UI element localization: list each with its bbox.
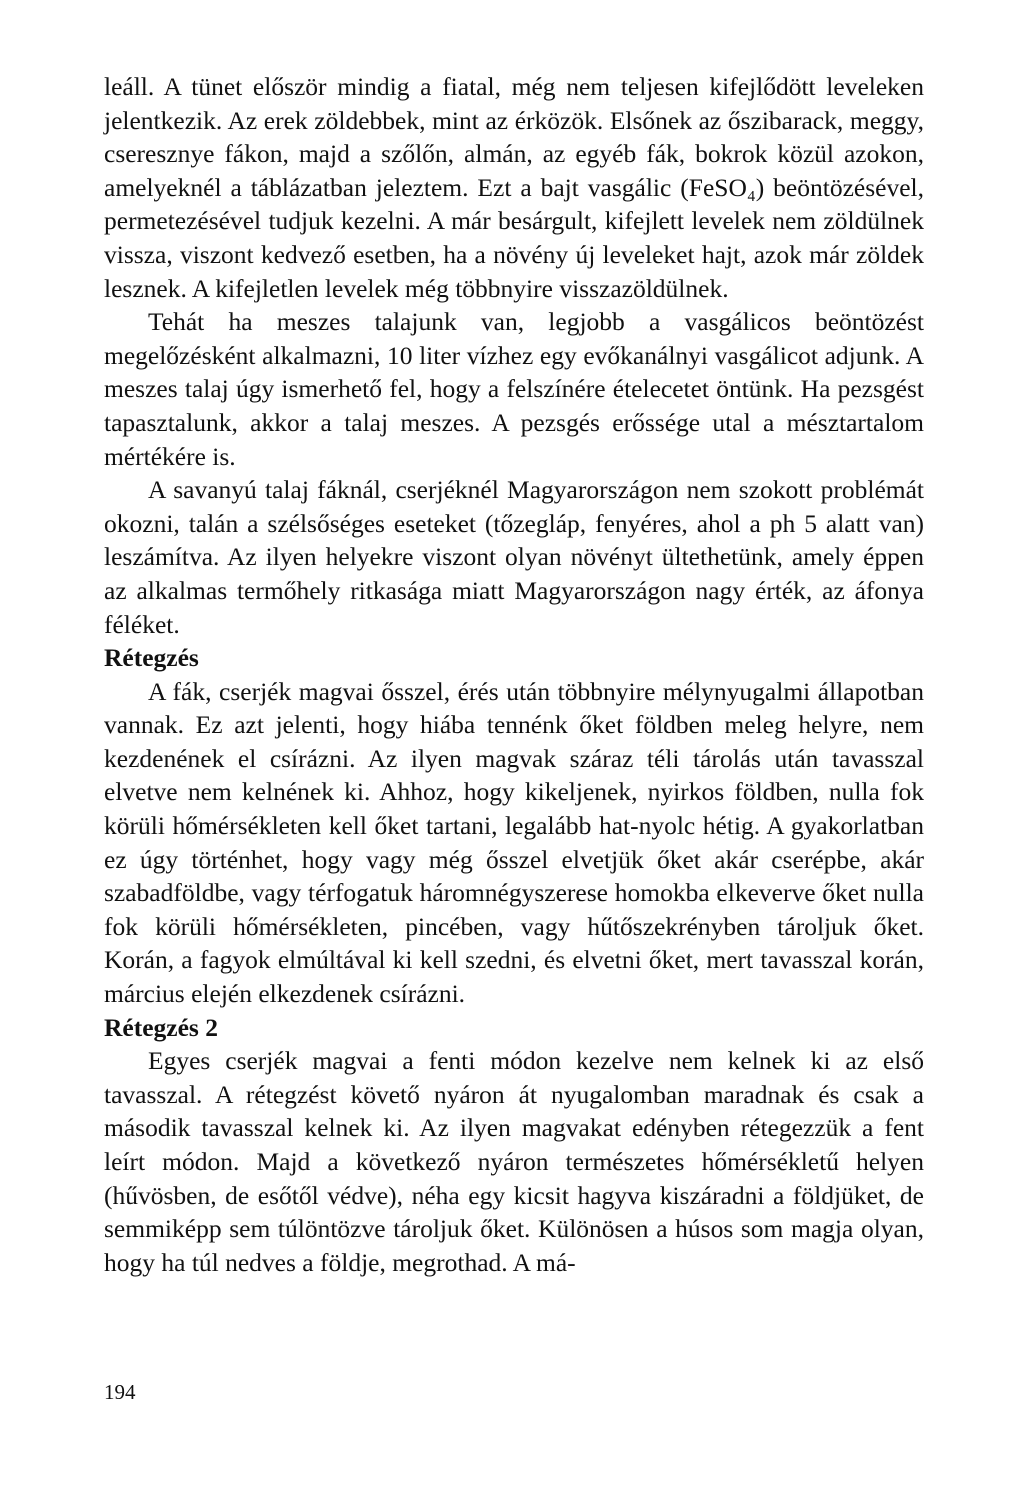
page-number: 194 <box>104 1380 136 1404</box>
paragraph-savanyu-talaj: A savanyú talaj fáknál, cserjéknél Magyarországon nem szokott problémát okozni, talán a szélsőséges eseteket (tőzegláp, fenyéres, ahol a ph 5 alatt van) leszámítva. Az ilyen helyekre viszont olyan növényt ültethetünk, amely éppen az alkalmas termőhely ritkasága miatt Magyarországon nagy érték, az áfonya féléket. <box>104 475 924 639</box>
section-heading-retegzes: Rétegzés <box>104 643 199 673</box>
body-text <box>104 70 924 1279</box>
section-heading-retegzes-2: Rétegzés 2 <box>104 1012 218 1042</box>
paragraph-meszes-talaj: Tehát ha meszes talajunk van, legjobb a vasgálicos beöntözést megelőzésként alkalmazni, 10 liter vízhez egy evőkanálnyi vasgálicot adjunk. A meszes talaj úgy ismerhető fel, hogy a felszínére ételecetet öntünk. Ha pezsgést tapasztalunk, akkor a talaj meszes. A pezsgés erőssége utal a mésztartalom mértékére is. <box>104 307 924 471</box>
paragraph-retegzes-2: Egyes cserjék magvai a fenti módon kezelve nem kelnek ki az első tavasszal. A rétegzést követő nyáron át nyugalomban maradnak és csak a második tavasszal kelnek ki. Az ilyen magvakat edényben rétegezzük a fent leírt módon. Majd a következő nyáron természetes hőmérsékletű helyen (hűvösben, de esőtől védve), néha egy kicsit hagyva kiszáradni a földjüket, de semmiképp sem túlöntözve tároljuk őket. Különösen a húsos som magja olyan, hogy ha túl nedves a földje, megrothad. A má- <box>104 1046 924 1277</box>
paragraph-continuation: leáll. A tünet először mindig a fiatal, még nem teljesen kifejlődött leveleken jelentkezik. Az erek zöldebbek, mint az érközök. Elsőnek az őszibarack, meggy, cseresznye fákon, majd a szőlőn, almán, az egyéb fák, bokrok közül azokon, amelyeknél a táblázatban jeleztem. Ezt a bajt vasgálic (FeSO₄) beöntözésével, permetezésével tudjuk kezelni. A már besárgult, kifejlett levelek nem zöldülnek vissza, viszont kedvező esetben, ha a növény új leveleket hajt, azok már zöldek lesznek. A kifejletlen levelek még többnyire visszazöldülnek. <box>104 72 924 303</box>
paragraph-retegzes: A fák, cserjék magvai ősszel, érés után többnyire mélynyugalmi állapotban vannak. Ez azt jelenti, hogy hiába tennénk őket földben meleg helyre, nem kezdenének el csírázni. Az ilyen magvak száraz téli tárolás után tavasszal elvetve nem kelnének ki. Ahhoz, hogy kikeljenek, nyirkos földben, nulla fok körüli hőmérsékleten kell őket tartani, legalább hat-nyolc hétig. A gyakorlatban ez úgy történhet, hogy vagy még ősszel elvetjük őket akár cserépbe, akár szabadföldbe, vagy térfogatuk háromnégyszerese homokba elkeverve őket nulla fok körüli hőmérsékleten, pincében, vagy hűtőszekrényben tároljuk őket. Korán, a fagyok elmúltával ki kell szedni, és elvetni őket, mert tavasszal korán, március elején elkezdenek csírázni. <box>104 676 924 1009</box>
